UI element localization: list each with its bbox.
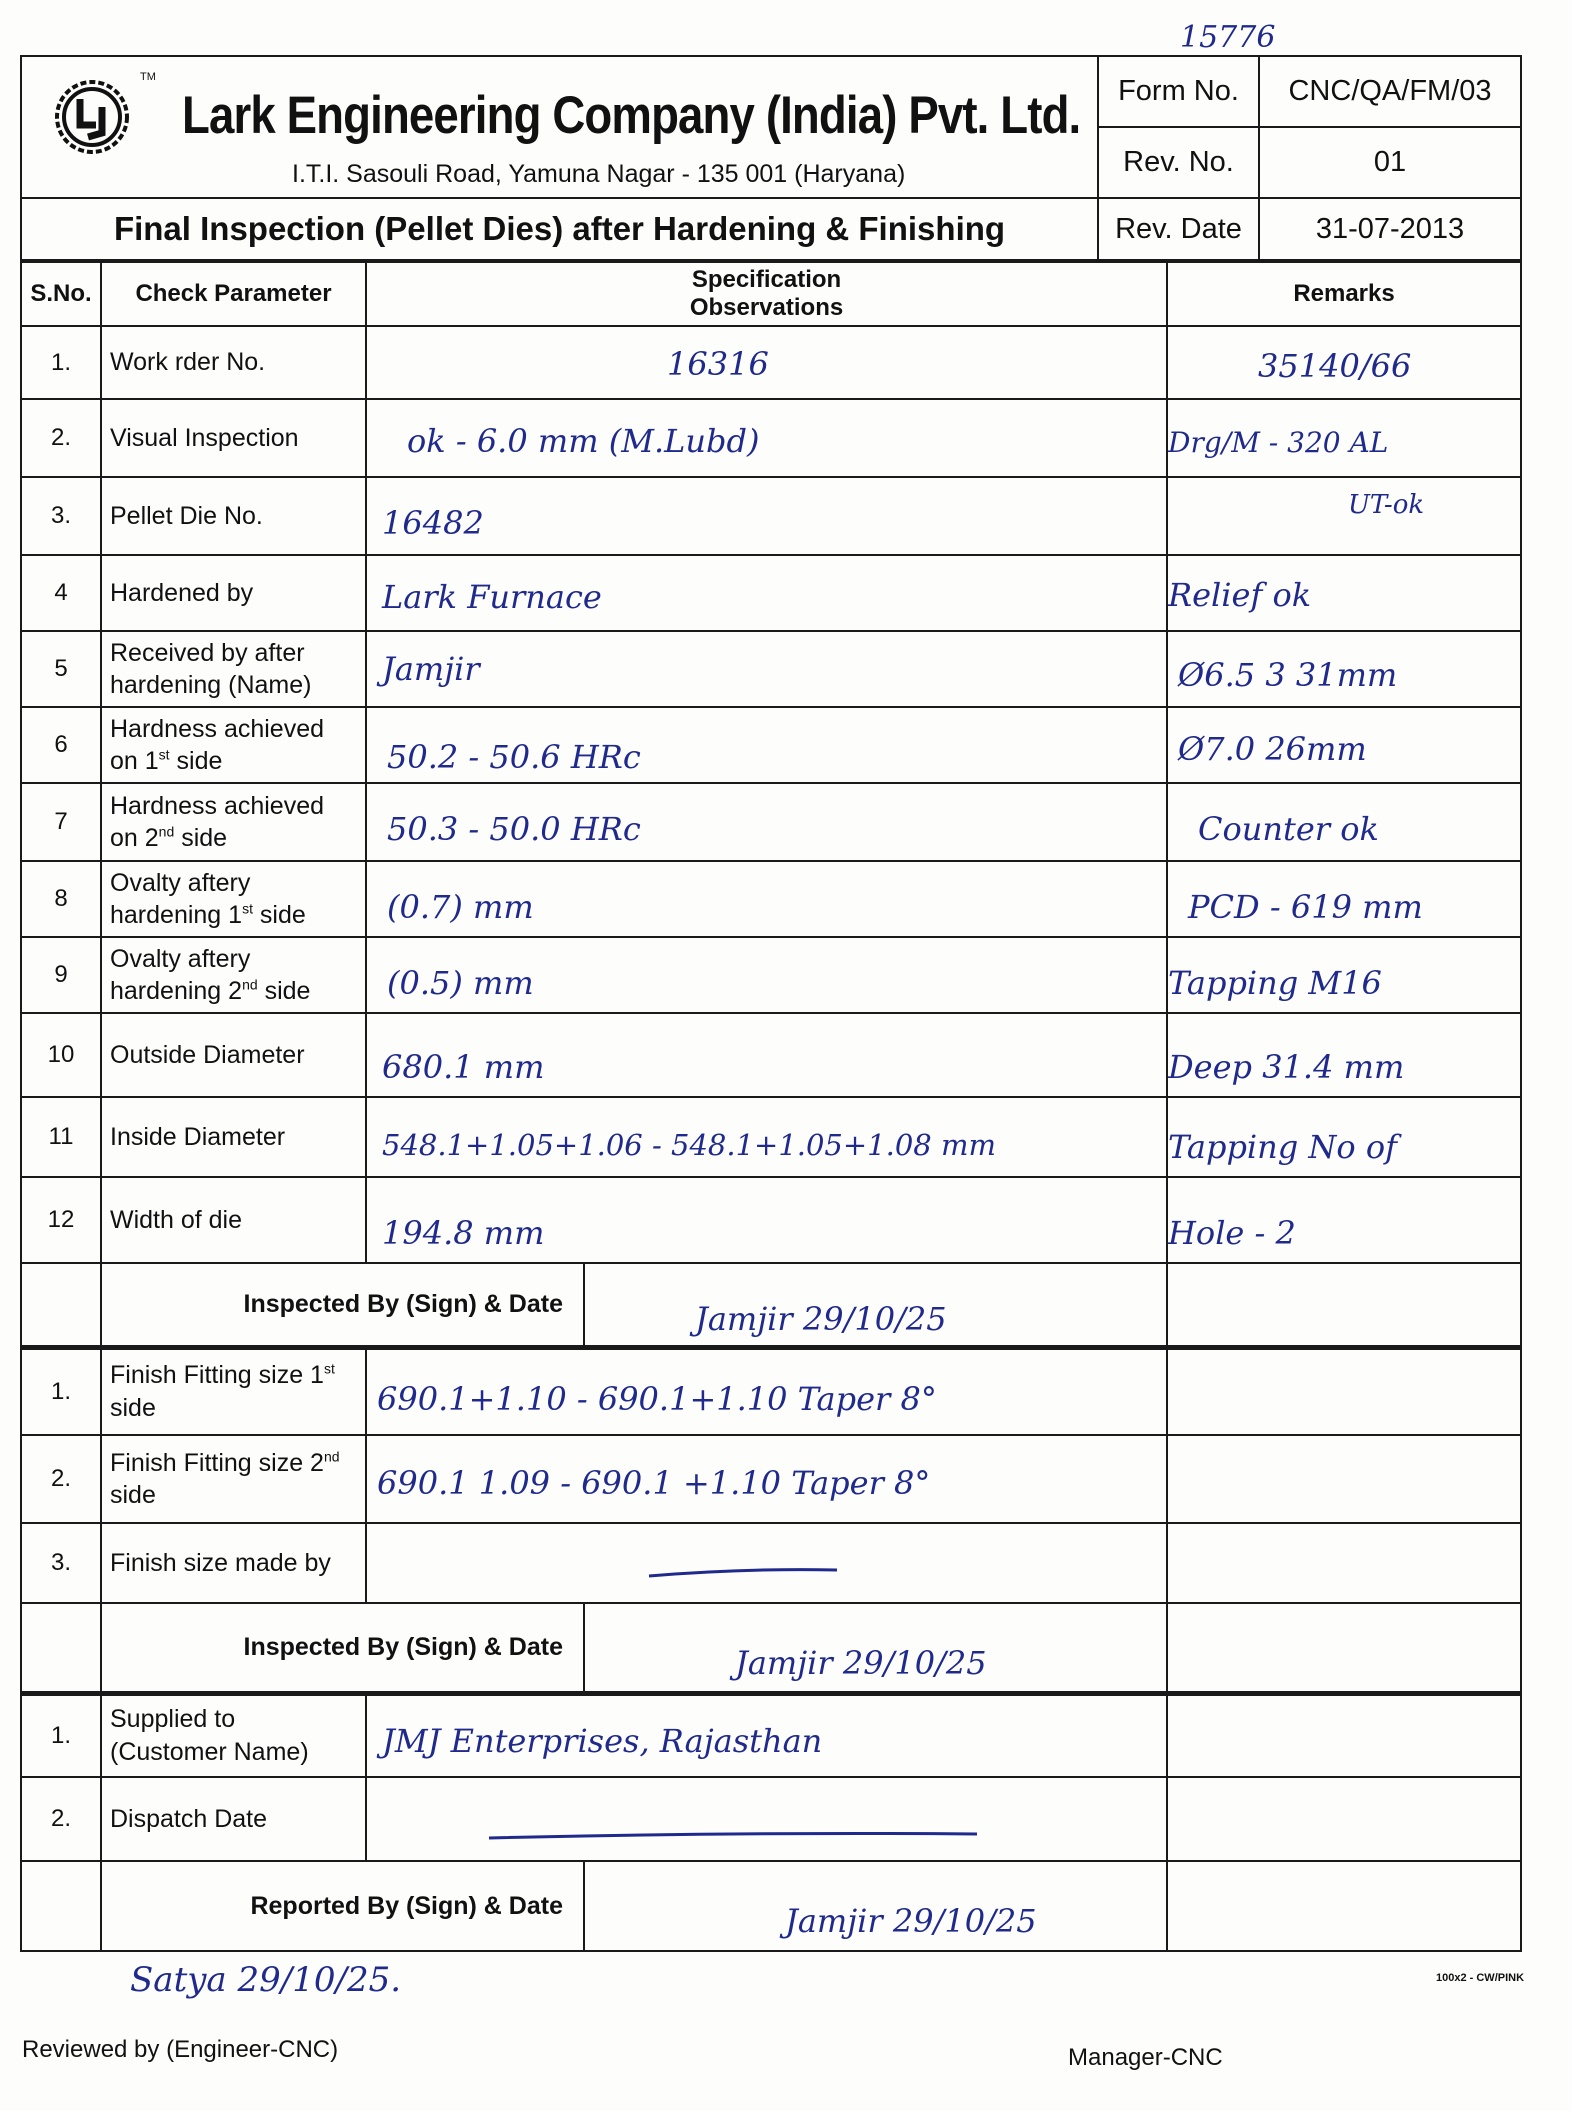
strike-line <box>487 1826 987 1846</box>
manager-label: Manager-CNC <box>1068 2044 1223 2071</box>
row-sno: 9 <box>21 937 101 1013</box>
row-observation <box>366 631 1167 707</box>
table-row <box>21 1693 1521 1777</box>
handwritten-form-number: 15776 <box>1180 20 1276 55</box>
remark-text: 35140/66 <box>1258 347 1412 385</box>
company-block <box>21 56 1098 198</box>
remark-text: Ø7.0 26mm <box>1178 730 1367 768</box>
row-remark <box>1167 555 1521 631</box>
trademark-mark: TM <box>140 71 156 83</box>
row-sno: 1. <box>21 1693 101 1777</box>
row-parameter: Inside Diameter <box>101 1097 366 1177</box>
row-sno: 2. <box>21 1435 101 1523</box>
row-sno: 3. <box>21 477 101 555</box>
row-observation <box>366 1435 1167 1523</box>
form-no-value: CNC/QA/FM/03 <box>1259 56 1521 127</box>
company-address: I.T.I. Sasouli Road, Yamuna Nagar - 135 001 (Haryana) <box>292 160 906 188</box>
observation-text: (0.5) mm <box>387 964 534 1002</box>
remark-text: PCD - 619 mm <box>1188 888 1423 926</box>
row-observation <box>366 1777 1167 1861</box>
company-name: Lark Engineering Company (India) Pvt. Ltd. <box>182 86 1081 145</box>
table-row <box>21 1013 1521 1097</box>
remark-text: UT-ok <box>1348 490 1425 520</box>
strike-line <box>647 1564 847 1584</box>
company-logo-icon <box>52 77 132 157</box>
row-parameter: Hardened by <box>101 555 366 631</box>
row-observation <box>366 1347 1167 1435</box>
col-sno: S.No. <box>21 262 101 326</box>
row-sno: 1. <box>21 326 101 399</box>
table-row <box>21 1097 1521 1177</box>
observation-text: 194.8 mm <box>382 1214 545 1252</box>
param-main: Finish Fitting size 1 <box>110 1361 324 1390</box>
col-specification: Specification <box>691 266 842 293</box>
param-main: Hardness achieved on 1 <box>110 714 325 775</box>
table-row <box>21 937 1521 1013</box>
observation-text: 50.2 - 50.6 HRc <box>387 738 641 776</box>
row-sno: 6 <box>21 707 101 783</box>
row-observation <box>366 1013 1167 1097</box>
table-row <box>21 477 1521 555</box>
param-sup: nd <box>158 823 175 840</box>
observation-text: 680.1 mm <box>382 1048 545 1086</box>
row-sno: 5 <box>21 631 101 707</box>
inspected-signature: Jamjir 29/10/25 <box>695 1300 947 1338</box>
param-main: Ovalty aftery hardening 2 <box>110 944 251 1005</box>
param-tail: side <box>110 1393 156 1422</box>
table-row <box>21 1435 1521 1523</box>
row-observation <box>366 1523 1167 1603</box>
blank-cell <box>1167 1603 1521 1693</box>
inspected-by-label: Inspected By (Sign) & Date <box>101 1263 584 1347</box>
observation-text: 16316 <box>667 345 769 383</box>
row-sno: 12 <box>21 1177 101 1263</box>
param-sup: nd <box>323 1448 340 1465</box>
row-sno: 2. <box>21 399 101 477</box>
row-observation <box>366 937 1167 1013</box>
row-parameter: Received by after hardening (Name) <box>101 631 366 707</box>
row-remark <box>1167 477 1521 555</box>
form-title: Final Inspection (Pellet Dies) after Hardening & Finishing <box>21 198 1098 260</box>
rev-no-value: 01 <box>1259 127 1521 198</box>
inspection-table <box>20 261 1522 1952</box>
param-main: Ovalty aftery hardening 1 <box>110 868 251 929</box>
row-remark <box>1167 1523 1521 1603</box>
param-sup: st <box>242 900 253 917</box>
row-parameter: Finish size made by <box>101 1523 366 1603</box>
row-parameter: Dispatch Date <box>101 1777 366 1861</box>
row-remark <box>1167 783 1521 861</box>
param-tail: side <box>174 824 228 852</box>
row-observation <box>366 783 1167 861</box>
form-stock-code: 100x2 - CW/PINK <box>1436 1972 1525 1984</box>
blank-cell <box>1167 1263 1521 1347</box>
row-sno: 8 <box>21 861 101 937</box>
column-header-row <box>21 262 1521 326</box>
inspected-signature: Jamjir 29/10/25 <box>735 1644 987 1682</box>
param-tail: side <box>169 747 223 775</box>
observation-text: 50.3 - 50.0 HRc <box>387 810 641 848</box>
param-tail: side <box>110 1481 156 1509</box>
row-observation <box>366 326 1167 399</box>
param-sup: st <box>323 1360 335 1377</box>
row-parameter: Width of die <box>101 1177 366 1263</box>
observation-text: Lark Furnace <box>382 578 602 616</box>
inspected-sign-cell <box>584 1263 1167 1347</box>
row-remark <box>1167 1097 1521 1177</box>
row-remark <box>1167 1777 1521 1861</box>
reported-by-label: Reported By (Sign) & Date <box>101 1861 584 1951</box>
row-remark <box>1167 861 1521 937</box>
table-row <box>21 555 1521 631</box>
remark-text: Hole - 2 <box>1168 1214 1296 1252</box>
row-observation <box>366 555 1167 631</box>
col-check-parameter: Check Parameter <box>101 262 366 326</box>
row-remark <box>1167 1177 1521 1263</box>
row-sno: 11 <box>21 1097 101 1177</box>
reviewed-by-label: Reviewed by (Engineer-CNC) <box>22 2036 339 2063</box>
row-observation <box>366 1693 1167 1777</box>
table-row <box>21 1523 1521 1603</box>
table-row <box>21 1777 1521 1861</box>
row-remark <box>1167 937 1521 1013</box>
row-parameter <box>101 1435 366 1523</box>
header-table <box>20 55 1522 261</box>
row-parameter: Pellet Die No. <box>101 477 366 555</box>
row-remark <box>1167 1693 1521 1777</box>
param-main: Hardness achieved on 2 <box>110 791 325 852</box>
row-remark <box>1167 1013 1521 1097</box>
row-parameter: Visual Inspection <box>101 399 366 477</box>
remark-text: Tapping No of <box>1168 1128 1397 1166</box>
param-sup: nd <box>242 976 258 993</box>
table-row <box>21 707 1521 783</box>
remark-text: Ø6.5 3 31mm <box>1178 656 1398 694</box>
row-sno: 3. <box>21 1523 101 1603</box>
reviewer-signature: Satya 29/10/25. <box>130 1960 402 2000</box>
blank-cell <box>21 1861 101 1951</box>
table-row <box>21 399 1521 477</box>
row-sno: 7 <box>21 783 101 861</box>
col-remarks: Remarks <box>1167 262 1521 326</box>
inspected-by-label: Inspected By (Sign) & Date <box>101 1603 584 1693</box>
rev-no-label: Rev. No. <box>1098 127 1259 198</box>
row-parameter: Outside Diameter <box>101 1013 366 1097</box>
blank-cell <box>21 1603 101 1693</box>
row-observation <box>366 1097 1167 1177</box>
row-parameter <box>101 1347 366 1435</box>
form-no-label: Form No. <box>1098 56 1259 127</box>
table-row <box>21 1177 1521 1263</box>
row-observation <box>366 477 1167 555</box>
rev-date-value: 31-07-2013 <box>1259 198 1521 260</box>
col-specification-observations <box>366 262 1167 326</box>
row-sno: 1. <box>21 1347 101 1435</box>
table-row <box>21 631 1521 707</box>
inspected-row <box>21 1263 1521 1347</box>
row-parameter <box>101 861 366 937</box>
table-row <box>21 783 1521 861</box>
reported-row <box>21 1861 1521 1951</box>
row-observation <box>366 1177 1167 1263</box>
row-sno: 10 <box>21 1013 101 1097</box>
row-parameter: Work rder No. <box>101 326 366 399</box>
param-tail: side <box>252 901 306 929</box>
remark-text: Relief ok <box>1168 576 1312 614</box>
observation-text: JMJ Enterprises, Rajasthan <box>382 1721 823 1760</box>
blank-cell <box>1167 1861 1521 1951</box>
param-tail: side <box>257 977 311 1005</box>
blank-cell <box>21 1263 101 1347</box>
row-observation <box>366 861 1167 937</box>
remark-text: Tapping M16 <box>1168 964 1382 1002</box>
row-parameter: Supplied to (Customer Name) <box>101 1693 366 1777</box>
param-main: Finish Fitting size 2 <box>110 1448 324 1477</box>
param-sup: st <box>158 746 170 763</box>
row-remark <box>1167 707 1521 783</box>
remark-text: Drg/M - 320 AL <box>1168 426 1389 459</box>
inspected-sign-cell <box>584 1603 1167 1693</box>
row-observation <box>366 399 1167 477</box>
col-observations: Observations <box>689 294 844 321</box>
inspected-row <box>21 1603 1521 1693</box>
remark-text: Counter ok <box>1198 810 1379 848</box>
observation-text: 690.1+1.10 - 690.1+1.10 Taper 8° <box>377 1379 937 1418</box>
row-remark <box>1167 399 1521 477</box>
row-remark <box>1167 1347 1521 1435</box>
row-parameter <box>101 707 366 783</box>
row-sno: 2. <box>21 1777 101 1861</box>
row-remark <box>1167 326 1521 399</box>
observation-text: 548.1+1.05+1.06 - 548.1+1.05+1.08 mm <box>382 1128 996 1162</box>
observation-text: 690.1 1.09 - 690.1 +1.10 Taper 8° <box>377 1464 931 1502</box>
row-parameter <box>101 783 366 861</box>
row-sno: 4 <box>21 555 101 631</box>
observation-text: (0.7) mm <box>387 888 534 926</box>
rev-date-label: Rev. Date <box>1098 198 1259 260</box>
table-row <box>21 326 1521 399</box>
row-remark <box>1167 1435 1521 1523</box>
remark-text: Deep 31.4 mm <box>1168 1048 1405 1086</box>
reported-sign-cell <box>584 1861 1167 1951</box>
observation-text: ok - 6.0 mm (M.Lubd) <box>407 422 760 460</box>
observation-text: Jamjir <box>382 650 480 688</box>
form-table <box>20 55 1520 1952</box>
row-observation <box>366 707 1167 783</box>
row-parameter <box>101 937 366 1013</box>
reported-signature: Jamjir 29/10/25 <box>785 1902 1037 1940</box>
row-remark <box>1167 631 1521 707</box>
table-row <box>21 1347 1521 1435</box>
observation-text: 16482 <box>382 504 484 542</box>
table-row <box>21 861 1521 937</box>
